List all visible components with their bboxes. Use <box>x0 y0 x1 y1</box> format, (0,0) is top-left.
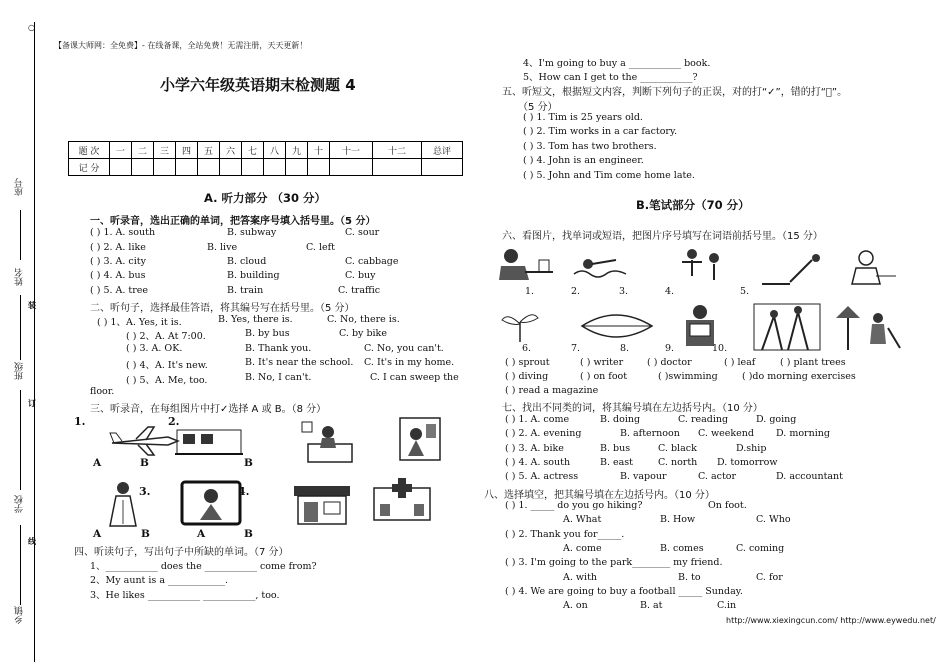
margin-dot: ○ <box>28 22 35 32</box>
question-option-a[interactable]: ( ) 4. A. south <box>505 457 571 468</box>
option-c: C. left <box>306 242 335 253</box>
option-b: B. building <box>227 270 280 281</box>
writer-picture <box>495 246 555 286</box>
word-item[interactable]: ( ) diving <box>505 371 549 382</box>
name-label: 姓名 <box>15 268 25 286</box>
wrapped-text: floor. <box>90 386 115 397</box>
word-item[interactable]: ( ) plant trees <box>780 357 846 368</box>
margin-mark-zhuang: 装 <box>28 300 36 310</box>
option-b: B. Yes, there is. <box>218 314 293 325</box>
score-entry-cell[interactable] <box>242 159 264 176</box>
question-option-a[interactable]: ( ) 3. A. bike <box>505 443 564 454</box>
question-option-a: ( ) 5. A. tree <box>90 285 149 296</box>
option-b: B. It's near the school. <box>245 357 354 368</box>
teacher-board-picture[interactable] <box>394 416 446 466</box>
score-entry-cell[interactable] <box>373 159 422 176</box>
score-entry-cell[interactable] <box>132 159 154 176</box>
score-entry-cell[interactable] <box>308 159 330 176</box>
choice-a-label[interactable]: A <box>197 528 206 540</box>
score-cell: 八 <box>264 142 286 159</box>
score-entry-cell[interactable] <box>286 159 308 176</box>
option-c: C. weekend <box>698 428 754 439</box>
true-false-item[interactable]: ( ) 1. Tim is 25 years old. <box>523 112 643 123</box>
read-magazine-picture <box>680 302 722 348</box>
option-b: B. to <box>678 572 701 583</box>
option-d: D. going <box>756 414 797 425</box>
score-entry-cell[interactable] <box>330 159 373 176</box>
option-a: A. with <box>563 572 598 583</box>
score-cell: 六 <box>220 142 242 159</box>
option-b: B. afternoon <box>620 428 680 439</box>
option-b: B. by bus <box>245 328 290 339</box>
fill-in-sentence[interactable]: 3、He likes ___________ ___________, too. <box>90 590 280 601</box>
score-entry-cell[interactable] <box>198 159 220 176</box>
option-b: B. cloud <box>227 256 267 267</box>
option-c: C. traffic <box>338 285 381 296</box>
section8-heading: 八、选择填空，把其编号填在左边括号内。（10 分） <box>484 490 715 501</box>
picture-group-number: 2. <box>168 415 180 428</box>
option-b: B. east <box>600 457 633 468</box>
score-cell: 十二 <box>373 142 422 159</box>
question-option-a[interactable]: ( ) 5. A. actress <box>505 471 579 482</box>
class-line <box>20 390 21 490</box>
part-b-title: B.笔试部分（70 分） <box>636 198 750 212</box>
section1-heading: 一、听录音，选出正确的单词，把答案序号填入括号里。（5 分） <box>90 216 376 227</box>
option-c: C. sour <box>345 227 380 238</box>
picture-number: 8. <box>620 343 630 354</box>
question[interactable]: ( ) 1. _____ do you go hiking? <box>505 500 643 511</box>
score-cell: 十 <box>308 142 330 159</box>
score-cell: 题 次 <box>69 142 110 159</box>
actress-picture[interactable] <box>106 480 140 528</box>
seat-number-label: 座号 <box>15 178 25 196</box>
top-note: 【备课大师网：全免费】- 在线备课，全站免费！无需注册，天天更新！ <box>54 41 308 50</box>
sprout-picture <box>500 306 540 344</box>
part-a-title: A. 听力部分 （30 分） <box>204 191 326 205</box>
choice-b-label[interactable]: B <box>244 457 253 469</box>
option-c: C. black <box>658 443 697 454</box>
fill-in-sentence[interactable]: 2、My aunt is a ____________. <box>90 575 229 586</box>
score-entry-cell[interactable] <box>220 159 242 176</box>
score-cell: 四 <box>176 142 198 159</box>
option-c: C. It's in my home. <box>364 357 455 368</box>
option-d: D. accountant <box>776 471 843 482</box>
true-false-item[interactable]: ( ) 4. John is an engineer. <box>523 155 644 166</box>
score-entry-cell[interactable] <box>110 159 132 176</box>
question-option-a: ( ) 3. A. city <box>90 256 146 267</box>
true-false-item[interactable]: ( ) 2. Tim works in a car factory. <box>523 126 678 137</box>
option-a: A. on <box>563 600 588 611</box>
doctor-picture <box>850 248 898 288</box>
option-b: B. doing <box>600 414 641 425</box>
question-option-a: ( ) 4、A. It's new. <box>126 360 208 371</box>
choice-b-label[interactable]: B <box>244 528 253 540</box>
seat-number-line <box>20 210 21 260</box>
picture-number: 2. <box>571 286 581 297</box>
question-option-a: ( ) 4. A. bus <box>90 270 146 281</box>
diving-picture <box>760 252 826 288</box>
question-answer-text: On foot. <box>708 500 747 511</box>
option-b: B. vapour <box>620 471 667 482</box>
picture-number: 1. <box>525 286 535 297</box>
score-cell: 七 <box>242 142 264 159</box>
subway-picture[interactable] <box>175 426 243 456</box>
plant-trees-picture <box>834 304 904 352</box>
hospital-picture[interactable] <box>370 476 434 522</box>
picture-number: 9. <box>665 343 675 354</box>
option-c: C.in <box>717 600 737 611</box>
tv-presenter-picture[interactable] <box>180 480 242 526</box>
section5-heading: 五、听短文，根据短文内容，判断下列句子的正误，对的打“✓”，错的打“ ”。 <box>502 87 848 98</box>
name-line <box>20 295 21 360</box>
score-cell: 十一 <box>330 142 373 159</box>
option-b: B. comes <box>660 543 704 554</box>
option-a: A. What <box>563 514 602 525</box>
question-option-a: ( ) 1. A. south <box>90 227 156 238</box>
footer-url[interactable]: http://www.xiexingcun.com/ http://www.eywedu.net/ <box>726 616 936 625</box>
margin-mark-xian: 线 <box>28 536 36 546</box>
question[interactable]: ( ) 4. We are going to buy a football _____ Sunday. <box>505 586 743 597</box>
question-option-a: ( ) 2、A. At 7:00. <box>126 331 206 342</box>
office-desk-picture[interactable] <box>298 420 358 466</box>
score-table-score-row <box>69 159 463 176</box>
bookstore-picture[interactable] <box>292 484 352 526</box>
option-d: D.ship <box>736 443 767 454</box>
option-b: B. bus <box>600 443 631 454</box>
question[interactable]: ( ) 3. I'm going to the park________ my friend. <box>505 557 723 568</box>
question-option-a: ( ) 2. A. like <box>90 242 146 253</box>
picture-number: 10. <box>712 343 728 354</box>
fill-in-sentence[interactable]: 5、How can I get to the ___________? <box>523 72 698 83</box>
section4-heading: 四、听读句子，写出句子中所缺的单词。（7 分） <box>74 547 289 558</box>
margin-mark-ding: 订 <box>28 398 36 408</box>
airplane-picture[interactable] <box>108 425 180 457</box>
score-entry-cell[interactable] <box>176 159 198 176</box>
class-label: 班级 <box>15 362 25 380</box>
option-d: D. tomorrow <box>717 457 778 468</box>
option-c: C. for <box>756 572 783 583</box>
school-label: 学校 <box>15 495 25 513</box>
option-b: B. How <box>660 514 696 525</box>
question-option-a[interactable]: ( ) 2. A. evening <box>505 428 582 439</box>
word-item[interactable]: ( ) writer <box>580 357 624 368</box>
score-cell: 二 <box>132 142 154 159</box>
picture-number: 7. <box>571 343 581 354</box>
option-c: C. reading <box>678 414 729 425</box>
question-option-a: ( ) 3. A. OK. <box>126 343 183 354</box>
morning-exercises-picture <box>678 246 728 286</box>
township-label: 乡镇 <box>15 606 25 624</box>
option-b: B. No, I can't. <box>245 372 312 383</box>
score-entry-cell[interactable] <box>422 159 463 176</box>
on-foot-picture <box>752 302 822 352</box>
page-title: 小学六年级英语期末检测题 4 <box>160 76 356 94</box>
option-b: B. train <box>227 285 264 296</box>
true-false-item[interactable]: ( ) 5. John and Tim come home late. <box>523 170 695 181</box>
picture-number: 4. <box>665 286 675 297</box>
section2-heading: 二、听句子，选择最佳答语，将其编号写在括号里。（5 分） <box>90 303 355 314</box>
section3-heading: 三、听录音，在每组图片中打✓选择 A 或 B。（8 分） <box>90 404 327 415</box>
question-option-a[interactable]: ( ) 1. A. come <box>505 414 570 425</box>
picture-group-number: 3. <box>139 485 151 498</box>
score-cell: 一 <box>110 142 132 159</box>
score-cell: 三 <box>154 142 176 159</box>
word-item[interactable]: ( ) sprout <box>505 357 550 368</box>
choice-b-label[interactable]: B <box>140 457 149 469</box>
word-item[interactable]: ( ) leaf <box>724 357 756 368</box>
option-c: C. buy <box>345 270 376 281</box>
score-row-label: 记 分 <box>69 159 110 176</box>
score-cell: 总评 <box>422 142 463 159</box>
option-c: C. No, there is. <box>327 314 400 325</box>
word-item[interactable]: ( )do morning exercises <box>742 371 856 382</box>
section6-heading: 六、看图片，找单词或短语，把图片序号填写在词语前括号里。（15 分） <box>502 231 823 242</box>
option-b: B. subway <box>227 227 277 238</box>
swimming-picture <box>572 252 628 282</box>
picture-group-number: 4. <box>238 485 250 498</box>
choice-a-label[interactable]: A <box>93 528 102 540</box>
option-c: C. No, you can't. <box>364 343 444 354</box>
option-c: C. coming <box>736 543 785 554</box>
picture-group-number: 1. <box>74 415 86 428</box>
question[interactable]: ( ) 2. Thank you for_____. <box>505 529 625 540</box>
score-cell: 九 <box>286 142 308 159</box>
option-d: D. morning <box>776 428 830 439</box>
section5-points: （5 分） <box>518 102 558 113</box>
word-item[interactable]: ( ) read a magazine <box>505 385 599 396</box>
option-b: B. live <box>207 242 238 253</box>
score-cell: 五 <box>198 142 220 159</box>
score-entry-cell[interactable] <box>154 159 176 176</box>
question-option-a: ( ) 1、A. Yes, it is. <box>97 317 182 328</box>
word-item[interactable]: ( ) doctor <box>647 357 692 368</box>
score-table <box>68 141 463 176</box>
option-c: C. Who <box>756 514 791 525</box>
word-item[interactable]: ( ) on foot <box>580 371 628 382</box>
word-item[interactable]: ( )swimming <box>658 371 718 382</box>
option-b: B. at <box>640 600 663 611</box>
fill-in-sentence[interactable]: 1、___________ does the ___________ come from? <box>90 561 317 572</box>
choice-b-label[interactable]: B <box>141 528 150 540</box>
option-b: B. Thank you. <box>245 343 312 354</box>
section7-heading: 七、找出不同类的词，将其编号填在左边括号内。（10 分） <box>502 403 763 414</box>
binding-margin-line <box>34 22 35 662</box>
school-line <box>20 525 21 605</box>
option-c: C. I can sweep the <box>370 372 459 383</box>
picture-number: 6. <box>522 343 532 354</box>
choice-a-label[interactable]: A <box>93 457 102 469</box>
option-c: C. actor <box>698 471 737 482</box>
option-c: C. cabbage <box>345 256 399 267</box>
picture-number: 5. <box>740 286 750 297</box>
picture-number: 3. <box>619 286 629 297</box>
option-c: C. by bike <box>339 328 387 339</box>
option-c: C. north <box>658 457 698 468</box>
score-entry-cell[interactable] <box>264 159 286 176</box>
leaf-picture <box>578 308 656 344</box>
score-table-header-row <box>69 142 463 159</box>
fill-in-sentence[interactable]: 4、I'm going to buy a ___________ book. <box>523 58 711 69</box>
question-option-a: ( ) 5、A. Me, too. <box>126 375 208 386</box>
option-a: A. come <box>563 543 602 554</box>
true-false-item[interactable]: ( ) 3. Tom has two brothers. <box>523 141 657 152</box>
